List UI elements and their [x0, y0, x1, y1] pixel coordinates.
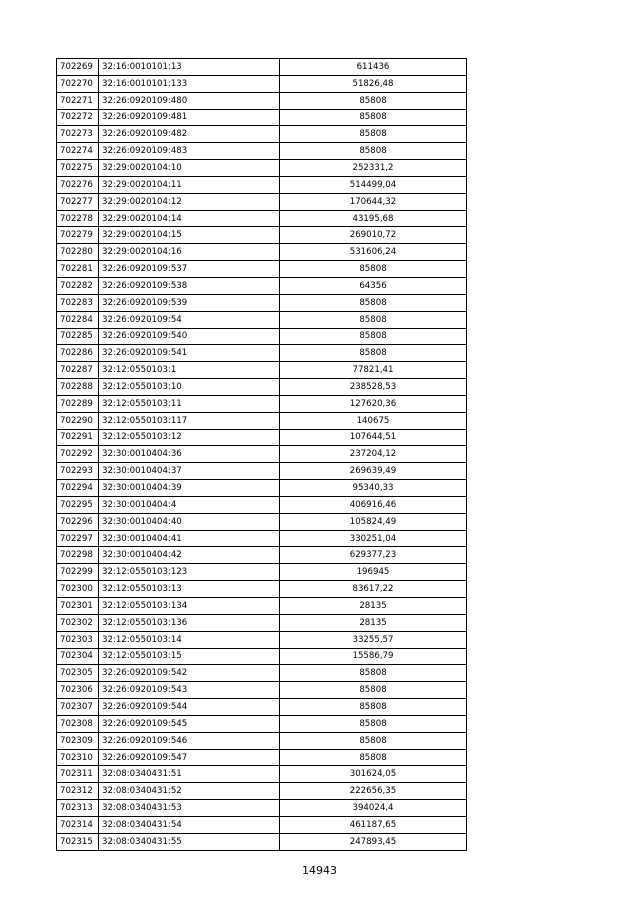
value-cell: 33255,57 [280, 631, 467, 648]
row-number-cell: 702282 [57, 277, 99, 294]
cadastral-number-cell: 32:29:0020104:15 [99, 227, 280, 244]
cadastral-number-cell: 32:26:0920109:547 [99, 749, 280, 766]
row-number-cell: 702300 [57, 581, 99, 598]
cadastral-number-cell: 32:30:0010404:39 [99, 480, 280, 497]
value-cell: 252331,2 [280, 160, 467, 177]
row-number-cell: 702311 [57, 766, 99, 783]
cadastral-number-cell: 32:12:0550103:136 [99, 614, 280, 631]
row-number-cell: 702305 [57, 665, 99, 682]
value-cell: 85808 [280, 143, 467, 160]
row-number-cell: 702298 [57, 547, 99, 564]
value-cell: 85808 [280, 749, 467, 766]
table-row [57, 193, 467, 210]
row-number-cell: 702289 [57, 395, 99, 412]
table-row [57, 75, 467, 92]
row-number-cell: 702287 [57, 362, 99, 379]
value-cell: 85808 [280, 261, 467, 278]
cadastral-number-cell: 32:26:0920109:538 [99, 277, 280, 294]
table-row [57, 715, 467, 732]
cadastral-number-cell: 32:12:0550103:14 [99, 631, 280, 648]
row-number-cell: 702270 [57, 75, 99, 92]
table-row [57, 227, 467, 244]
value-cell: 107644,51 [280, 429, 467, 446]
row-number-cell: 702278 [57, 210, 99, 227]
row-number-cell: 702273 [57, 126, 99, 143]
row-number-cell: 702304 [57, 648, 99, 665]
table-row [57, 564, 467, 581]
cadastral-number-cell: 32:30:0010404:41 [99, 530, 280, 547]
value-cell: 531606,24 [280, 244, 467, 261]
row-number-cell: 702284 [57, 311, 99, 328]
row-number-cell: 702310 [57, 749, 99, 766]
value-cell: 514499,04 [280, 176, 467, 193]
registry-table [56, 58, 467, 851]
cadastral-number-cell: 32:26:0920109:480 [99, 92, 280, 109]
cadastral-number-cell: 32:26:0920109:54 [99, 311, 280, 328]
table-row [57, 749, 467, 766]
row-number-cell: 702283 [57, 294, 99, 311]
table-row [57, 446, 467, 463]
row-number-cell: 702269 [57, 59, 99, 76]
cadastral-number-cell: 32:26:0920109:546 [99, 732, 280, 749]
table-row [57, 480, 467, 497]
cadastral-number-cell: 32:30:0010404:42 [99, 547, 280, 564]
table-row [57, 598, 467, 615]
cadastral-number-cell: 32:26:0920109:483 [99, 143, 280, 160]
table-row [57, 412, 467, 429]
cadastral-number-cell: 32:30:0010404:40 [99, 513, 280, 530]
cadastral-number-cell: 32:29:0020104:12 [99, 193, 280, 210]
value-cell: 95340,33 [280, 480, 467, 497]
row-number-cell: 702315 [57, 833, 99, 850]
table-row [57, 816, 467, 833]
value-cell: 611436 [280, 59, 467, 76]
table-row [57, 379, 467, 396]
registry-table-body [57, 59, 467, 851]
row-number-cell: 702280 [57, 244, 99, 261]
cadastral-number-cell: 32:12:0550103:117 [99, 412, 280, 429]
cadastral-number-cell: 32:08:0340431:54 [99, 816, 280, 833]
table-row [57, 547, 467, 564]
row-number-cell: 702290 [57, 412, 99, 429]
value-cell: 64356 [280, 277, 467, 294]
table-row [57, 345, 467, 362]
cadastral-number-cell: 32:29:0020104:16 [99, 244, 280, 261]
row-number-cell: 702274 [57, 143, 99, 160]
cadastral-number-cell: 32:26:0920109:540 [99, 328, 280, 345]
row-number-cell: 702309 [57, 732, 99, 749]
cadastral-number-cell: 32:30:0010404:4 [99, 496, 280, 513]
table-row [57, 244, 467, 261]
table-row [57, 176, 467, 193]
cadastral-number-cell: 32:08:0340431:52 [99, 783, 280, 800]
table-row [57, 395, 467, 412]
table-row [57, 59, 467, 76]
value-cell: 196945 [280, 564, 467, 581]
table-row [57, 294, 467, 311]
value-cell: 237204,12 [280, 446, 467, 463]
cadastral-number-cell: 32:29:0020104:14 [99, 210, 280, 227]
value-cell: 85808 [280, 345, 467, 362]
table-row [57, 311, 467, 328]
row-number-cell: 702313 [57, 800, 99, 817]
value-cell: 83617,22 [280, 581, 467, 598]
row-number-cell: 702277 [57, 193, 99, 210]
value-cell: 170644,32 [280, 193, 467, 210]
row-number-cell: 702291 [57, 429, 99, 446]
cadastral-number-cell: 32:08:0340431:51 [99, 766, 280, 783]
table-row [57, 328, 467, 345]
table-row [57, 648, 467, 665]
table-row [57, 160, 467, 177]
cadastral-number-cell: 32:26:0920109:481 [99, 109, 280, 126]
cadastral-number-cell: 32:26:0920109:543 [99, 682, 280, 699]
cadastral-number-cell: 32:26:0920109:537 [99, 261, 280, 278]
value-cell: 140675 [280, 412, 467, 429]
row-number-cell: 702297 [57, 530, 99, 547]
value-cell: 406916,46 [280, 496, 467, 513]
row-number-cell: 702299 [57, 564, 99, 581]
row-number-cell: 702286 [57, 345, 99, 362]
value-cell: 28135 [280, 614, 467, 631]
row-number-cell: 702308 [57, 715, 99, 732]
table-row [57, 766, 467, 783]
row-number-cell: 702294 [57, 480, 99, 497]
row-number-cell: 702279 [57, 227, 99, 244]
row-number-cell: 702312 [57, 783, 99, 800]
table-row [57, 261, 467, 278]
table-row [57, 210, 467, 227]
table-row [57, 277, 467, 294]
value-cell: 127620,36 [280, 395, 467, 412]
table-row [57, 581, 467, 598]
value-cell: 394024,4 [280, 800, 467, 817]
cadastral-number-cell: 32:26:0920109:545 [99, 715, 280, 732]
value-cell: 85808 [280, 294, 467, 311]
cadastral-number-cell: 32:12:0550103:134 [99, 598, 280, 615]
value-cell: 85808 [280, 92, 467, 109]
cadastral-number-cell: 32:12:0550103:12 [99, 429, 280, 446]
value-cell: 238528,53 [280, 379, 467, 396]
value-cell: 85808 [280, 126, 467, 143]
value-cell: 28135 [280, 598, 467, 615]
table-row [57, 783, 467, 800]
value-cell: 85808 [280, 311, 467, 328]
row-number-cell: 702314 [57, 816, 99, 833]
value-cell: 77821,41 [280, 362, 467, 379]
value-cell: 222656,35 [280, 783, 467, 800]
table-row [57, 463, 467, 480]
value-cell: 51826,48 [280, 75, 467, 92]
table-row [57, 699, 467, 716]
value-cell: 105824,49 [280, 513, 467, 530]
row-number-cell: 702292 [57, 446, 99, 463]
table-row [57, 732, 467, 749]
table-row [57, 143, 467, 160]
table-row [57, 614, 467, 631]
cadastral-number-cell: 32:08:0340431:55 [99, 833, 280, 850]
row-number-cell: 702307 [57, 699, 99, 716]
value-cell: 330251,04 [280, 530, 467, 547]
cadastral-number-cell: 32:26:0920109:544 [99, 699, 280, 716]
table-row [57, 92, 467, 109]
value-cell: 85808 [280, 732, 467, 749]
value-cell: 85808 [280, 328, 467, 345]
cadastral-number-cell: 32:16:0010101:133 [99, 75, 280, 92]
row-number-cell: 702302 [57, 614, 99, 631]
cadastral-number-cell: 32:16:0010101:13 [99, 59, 280, 76]
value-cell: 629377,23 [280, 547, 467, 564]
cadastral-number-cell: 32:12:0550103:11 [99, 395, 280, 412]
table-row [57, 513, 467, 530]
cadastral-number-cell: 32:29:0020104:11 [99, 176, 280, 193]
table-row [57, 682, 467, 699]
row-number-cell: 702301 [57, 598, 99, 615]
cadastral-number-cell: 32:12:0550103:15 [99, 648, 280, 665]
table-row [57, 109, 467, 126]
cadastral-number-cell: 32:26:0920109:482 [99, 126, 280, 143]
row-number-cell: 702296 [57, 513, 99, 530]
table-row [57, 530, 467, 547]
cadastral-number-cell: 32:12:0550103:123 [99, 564, 280, 581]
value-cell: 247893,45 [280, 833, 467, 850]
cadastral-number-cell: 32:26:0920109:542 [99, 665, 280, 682]
row-number-cell: 702295 [57, 496, 99, 513]
value-cell: 85808 [280, 699, 467, 716]
table-row [57, 362, 467, 379]
value-cell: 301624,05 [280, 766, 467, 783]
value-cell: 85808 [280, 109, 467, 126]
row-number-cell: 702276 [57, 176, 99, 193]
table-row [57, 496, 467, 513]
cadastral-number-cell: 32:12:0550103:10 [99, 379, 280, 396]
value-cell: 461187,65 [280, 816, 467, 833]
row-number-cell: 702306 [57, 682, 99, 699]
value-cell: 85808 [280, 682, 467, 699]
table-row [57, 126, 467, 143]
cadastral-number-cell: 32:12:0550103:1 [99, 362, 280, 379]
value-cell: 269010,72 [280, 227, 467, 244]
row-number-cell: 702271 [57, 92, 99, 109]
page-number: 14943 [302, 864, 337, 877]
cadastral-number-cell: 32:30:0010404:36 [99, 446, 280, 463]
value-cell: 85808 [280, 715, 467, 732]
value-cell: 269639,49 [280, 463, 467, 480]
table-row [57, 429, 467, 446]
row-number-cell: 702293 [57, 463, 99, 480]
table-row [57, 631, 467, 648]
cadastral-number-cell: 32:29:0020104:10 [99, 160, 280, 177]
value-cell: 15586,79 [280, 648, 467, 665]
table-row [57, 665, 467, 682]
cadastral-number-cell: 32:12:0550103:13 [99, 581, 280, 598]
row-number-cell: 702288 [57, 379, 99, 396]
row-number-cell: 702303 [57, 631, 99, 648]
table-row [57, 833, 467, 850]
row-number-cell: 702275 [57, 160, 99, 177]
cadastral-number-cell: 32:26:0920109:539 [99, 294, 280, 311]
row-number-cell: 702281 [57, 261, 99, 278]
row-number-cell: 702272 [57, 109, 99, 126]
value-cell: 43195,68 [280, 210, 467, 227]
cadastral-number-cell: 32:30:0010404:37 [99, 463, 280, 480]
cadastral-number-cell: 32:26:0920109:541 [99, 345, 280, 362]
cadastral-number-cell: 32:08:0340431:53 [99, 800, 280, 817]
value-cell: 85808 [280, 665, 467, 682]
row-number-cell: 702285 [57, 328, 99, 345]
table-row [57, 800, 467, 817]
